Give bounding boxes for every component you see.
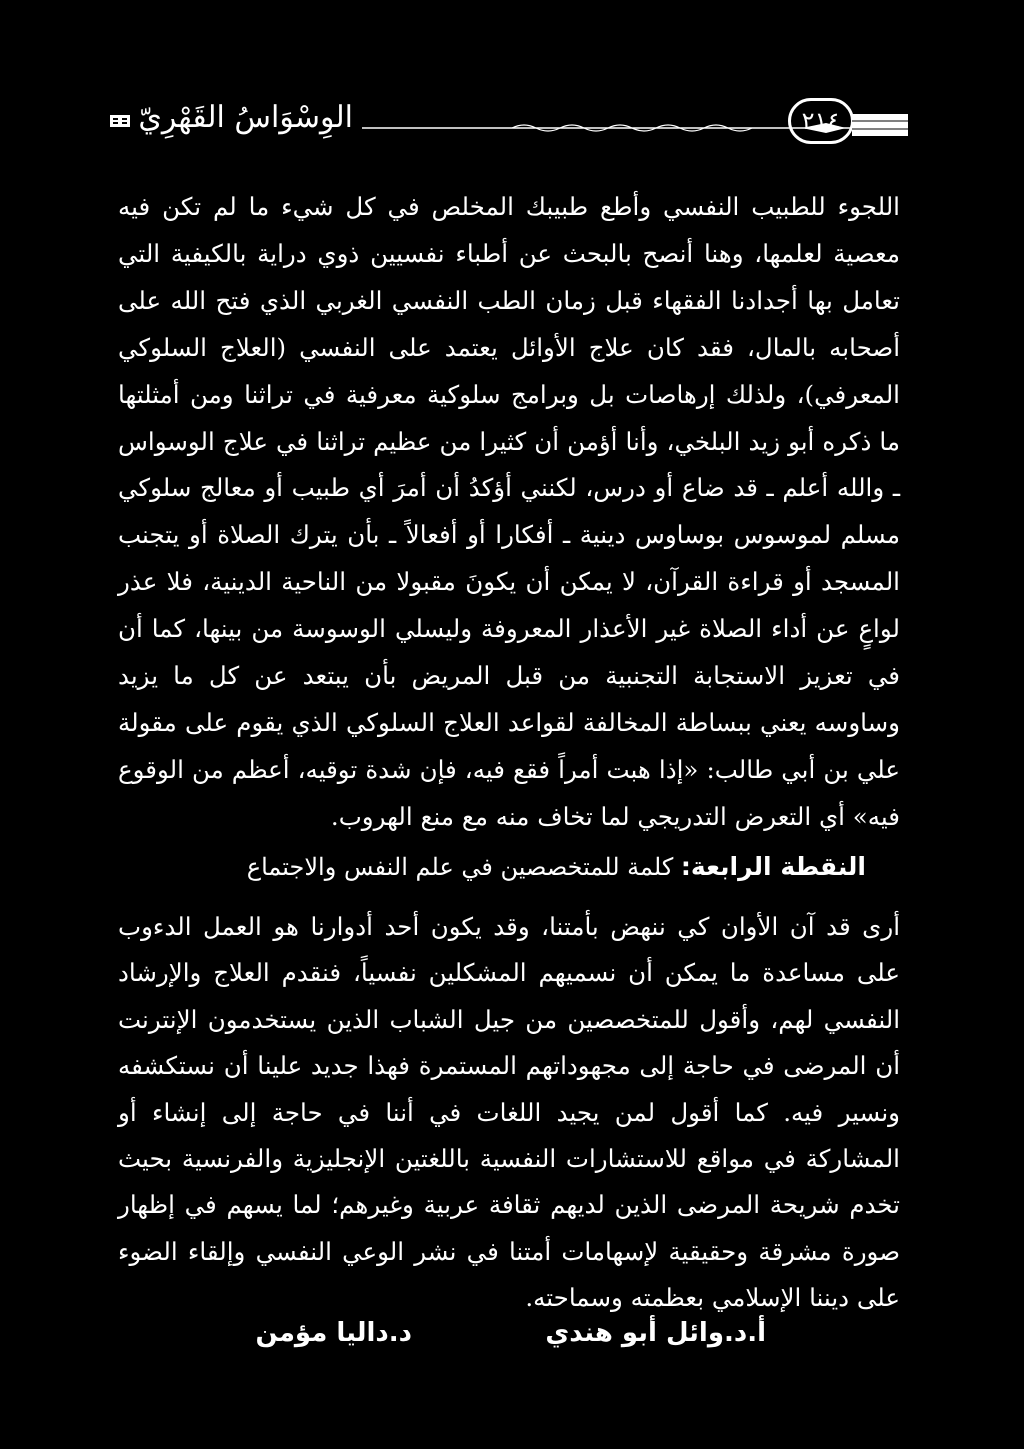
author-signature: أ.د.وائل أبو هندي <box>545 1318 766 1348</box>
section-label: النقطة الرابعة: <box>680 852 866 881</box>
header-corner-ornament <box>852 112 908 138</box>
body-paragraph: اللجوء للطبيب النفسي وأطع طبيبك المخلص في كل شيء ما لم تكن فيه معصية لعلمها، وهنا أنصح بالبحث عن أطباء نفسيين ذوي دراية بالكيفية التي تعامل بها أجدادنا الفقهاء قبل زمان الطب النفسي الغربي الذي فتح الله على أصحابه بالمال، فقد كان علاج الأوائل يعتمد على النفسي (العلاج السلوكي المعرفي)، ولذلك إرهاصات بل وبرامج سلوكية معرفية في تراثنا ومن أمثلتها ما ذكره أبو زيد البلخي، وأنا أؤمن أن كثيرا من عظيم تراثنا في علاج الوسواس ـ والله أعلم ـ قد ضاع أو درس، لكنني أؤكدُ أن أمرَ أي طبيب أو معالج سلوكي مسلم لموسوس بوساوس دينية ـ أفكارا أو أفعالاً ـ بأن يترك الصلاة أو يتجنب المسجد أو قراءة القرآن، لا يمكن أن يكونَ مقبولا من الناحية الدينية، فلا عذر لواعٍ عن أداء الصلاة غير الأعذار المعروفة وليسلي الوسوسة من بينها، كما أن في تعزيز الاستجابة التجنبية من قبل المريض بأن يبتعد عن كل ما يزيد وساوسه يعني ببساطة المخالفة لقواعد العلاج السلوكي الذي يقوم على مقولة علي بن أبي طالب: «إذا هبت أمراً فقع فيه، فإن شدة توقيه، أعظم من الوقوع فيه» أي التعرض التدريجي لما تخاف منه مع منع الهروب. <box>118 192 900 831</box>
section-title: كلمة للمتخصصين في علم النفس والاجتماع <box>246 853 674 881</box>
coauthor-signature: د.داليا مؤمن <box>255 1318 412 1348</box>
page-number: ٢١٤ <box>788 98 854 144</box>
page-header <box>108 92 908 152</box>
section-paragraph: أرى قد آن الأوان كي ننهض بأمتنا، وقد يكون أحد أدوارنا هو العمل الدءوب على مساعدة ما يمكن أن نسميهم المشكلين نفسياً، فنقدم العلاج والإرشاد النفسي لهم، وأقول للمتخصصين من جيل الشباب الذين يستخدمون الإنترنت أن المرضى في حاجة إلى مجهوداتهم المستمرة فهذا جديد علينا أن نستكشفه ونسير فيه. كما أقول لمن يجيد اللغات في أننا في حاجة إلى إنشاء أو المشاركة في مواقع للاستشارات النفسية باللغتين الإنجليزية والفرنسية بحيث تخدم شريحة المرضى الذين لديهم ثقافة عربية وغيرهم؛ لما يسهم في إظهار صورة مشرقة وحقيقية لإسهامات أمتنا في نشر الوعي النفسي وإلقاء الضوء على ديننا الإسلامي بعظمته وسماحته. <box>118 912 900 1313</box>
section-heading <box>118 852 866 881</box>
book-title: الوِسْوَاسُ القَهْرِيّ <box>138 100 353 135</box>
